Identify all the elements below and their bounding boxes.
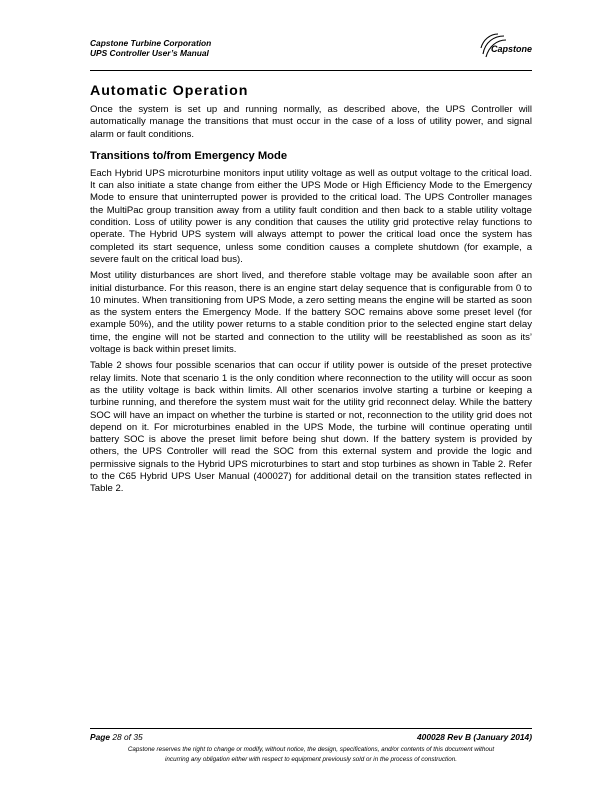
page-header [90,38,532,58]
footer-disclaimer [86,745,536,764]
disclaimer-line-1: Capstone reserves the right to change or modify, without notice, the design, specifications, and/or contents of this document without [127,746,495,753]
section-title: Automatic Operation [90,83,249,99]
body-paragraph-2: Most utility disturbances are short lived, and therefore stable voltage may be available soon after an initial disturbance. For this reason, there is an engine start delay sequence that is configurable from 0 to 10 minutes. When transitioning from UPS Mode, a zero setting means the engine will be started as soon as the system enters the Emergency Mode. If the battery SOC remains above some preset level (for example 50%), and the utility power returns to a stable condition prior to the selected engine start delay time, the engine will not be started and connection to the utility will be reestablished as soon as its’ voltage is back within preset limits. [90,270,532,356]
document-reference: 400028 Rev B (January 2014) [417,732,532,742]
header-rule [90,70,532,71]
header-company: Capstone Turbine Corporation [90,38,212,48]
logo-text: Capstone [491,44,533,54]
capstone-logo-icon [478,32,534,62]
page-label: Page [90,732,111,742]
page-body [90,82,532,500]
header-manual-title: UPS Controller User’s Manual [90,48,209,58]
body-paragraph-1: Each Hybrid UPS microturbine monitors input utility voltage as well as output voltage to the critical load. It can also initiate a state change from either the UPS Mode or High Efficiency Mode to the Emergency Mode to ensure that uninterrupted power is provided to the critical load. The UPS Controller manages the MultiPac group transition away from a utility fault condition and then back to a stable utility voltage condition. Loss of utility power is any condition that causes the utility grid protective relay functions to operate. The Hybrid UPS system will always attempt to power the critical load once the system has completed its start sequence, unless some condition causes a complete shutdown (for example, a severe fault on the critical load bus). [90,167,532,265]
footer-rule [90,728,532,729]
subsection-title: Transitions to/from Emergency Mode [90,149,288,162]
body-paragraph-3: Table 2 shows four possible scenarios that can occur if utility power is outside of the preset protective relay limits. Note that scenario 1 is the only condition where reconnection to the utility will occur as soon as the utility voltage is back within limits. All other scenarios involve starting a turbine or keeping a turbine running, and therefore the system must wait for the utility grid reconnect delay. While the battery SOC will have an impact on whether the turbine is started or not, reconnection to the utility grid does not depend on it. For microturbines enabled in the UPS Mode, the turbine will continue operating until battery SOC is above the preset limit before being shut down. If the battery system is provided by others, the UPS Controller will read the SOC from this external system and provide the logic and permissive signals to the Hybrid UPS microturbines to start and stop turbines as shown in Table 2. Refer to the C65 Hybrid UPS User Manual (400027) for additional detail on the transition states reflected in Table 2. [90,360,532,495]
page-number [90,732,143,742]
disclaimer-line-2: incurring any obligation either with respect to equipment previously sold or in the process of construction. [165,755,457,763]
section-intro: Once the system is set up and running normally, as described above, the UPS Controller will automatically manage the transitions that must occur in the case of a loss of utility power, and signal alarm or fault conditions. [90,104,532,140]
page-of: 28 of 35 [112,732,143,742]
